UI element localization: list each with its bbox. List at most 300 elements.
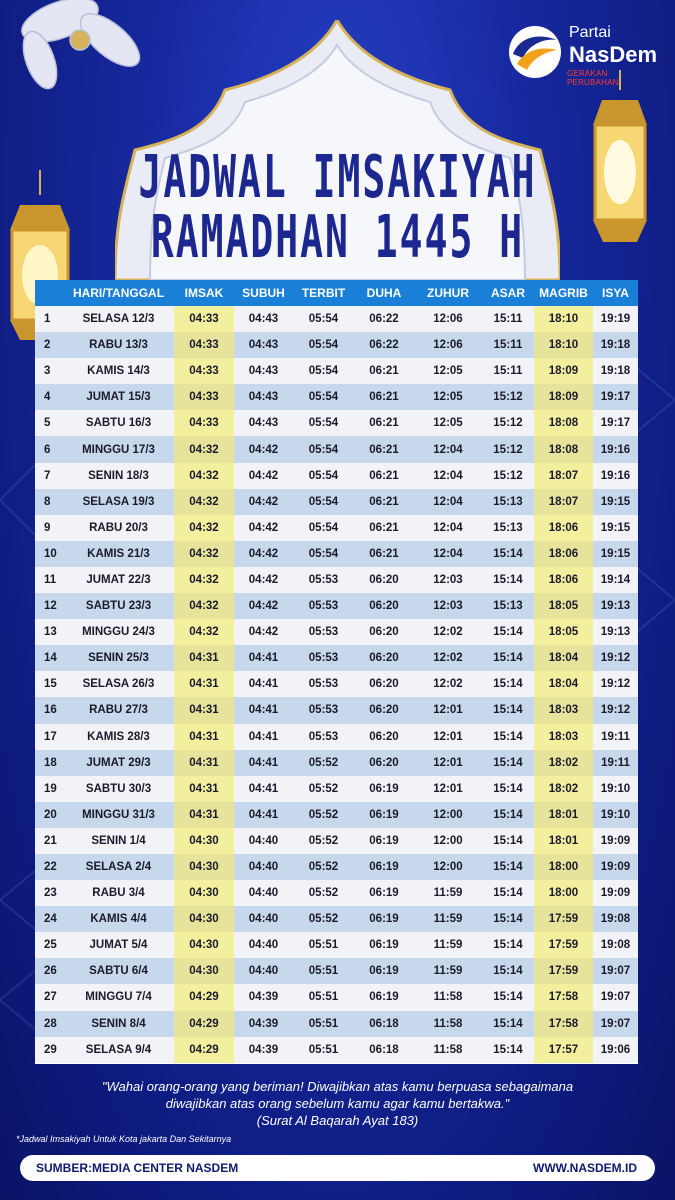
cell-subuh: 04:41 — [248, 782, 279, 795]
cell-asar: 15:14 — [493, 782, 523, 795]
table-row — [35, 593, 638, 619]
cell-imsak: 04:32 — [174, 619, 234, 645]
cell-isya: 19:12 — [600, 704, 631, 717]
table-row — [35, 984, 638, 1010]
cell-magrib: 18:02 — [534, 776, 593, 802]
cell-date: MINGGU 17/3 — [82, 443, 155, 456]
table-row — [35, 802, 638, 828]
cell-duha: 06:19 — [369, 939, 399, 952]
table-body — [35, 306, 638, 1063]
cell-imsak: 04:33 — [174, 410, 234, 436]
cell-date: MINGGU 7/4 — [85, 991, 152, 1004]
cell-duha: 06:22 — [369, 339, 399, 352]
cell-no: 17 — [44, 730, 57, 743]
cell-magrib: 18:09 — [534, 358, 593, 384]
quote-citation: (Surat Al Baqarah Ayat 183) — [256, 1113, 419, 1128]
cell-duha: 06:20 — [369, 600, 399, 613]
cell-date: SELASA 2/4 — [85, 861, 152, 874]
cell-isya: 19:17 — [600, 391, 631, 404]
table-row — [35, 619, 638, 645]
table-row — [35, 384, 638, 410]
cell-asar: 15:14 — [493, 652, 523, 665]
table-row — [35, 567, 638, 593]
cell-no: 27 — [44, 991, 57, 1004]
cell-imsak: 04:31 — [174, 724, 234, 750]
cell-isya: 19:17 — [600, 417, 631, 430]
cell-terbit: 05:52 — [308, 756, 339, 769]
cell-subuh: 04:41 — [248, 808, 279, 821]
cell-zuhur: 12:04 — [433, 443, 463, 456]
cell-terbit: 05:51 — [308, 939, 339, 952]
cell-subuh: 04:42 — [248, 600, 279, 613]
cell-date: SELASA 19/3 — [82, 495, 155, 508]
cell-zuhur: 12:06 — [433, 339, 463, 352]
table-header-row — [35, 280, 638, 306]
cell-zuhur: 12:06 — [433, 313, 463, 326]
cell-date: RABU 13/3 — [89, 339, 148, 352]
table-row — [35, 515, 638, 541]
cell-isya: 19:09 — [600, 834, 631, 847]
table-row — [35, 906, 638, 932]
cell-subuh: 04:42 — [248, 573, 279, 586]
cell-duha: 06:21 — [369, 417, 399, 430]
cell-date: JUMAT 29/3 — [86, 756, 151, 769]
cell-asar: 15:12 — [493, 417, 523, 430]
cell-zuhur: 12:01 — [433, 730, 463, 743]
cell-imsak: 04:32 — [174, 436, 234, 462]
cell-no: 20 — [44, 808, 57, 821]
table-row — [35, 828, 638, 854]
cell-date: SELASA 12/3 — [82, 313, 155, 326]
cell-subuh: 04:42 — [248, 547, 279, 560]
cell-subuh: 04:40 — [248, 913, 279, 926]
cell-date: SELASA 26/3 — [82, 678, 155, 691]
cell-subuh: 04:39 — [248, 991, 279, 1004]
cell-imsak: 04:33 — [174, 384, 234, 410]
cell-zuhur: 12:02 — [433, 678, 463, 691]
header-terbit: TERBIT — [301, 286, 346, 300]
cell-terbit: 05:54 — [308, 469, 339, 482]
cell-isya: 19:09 — [600, 861, 631, 874]
cell-duha: 06:20 — [369, 704, 399, 717]
cell-subuh: 04:43 — [248, 391, 279, 404]
cell-terbit: 05:52 — [308, 887, 339, 900]
cell-magrib: 17:58 — [534, 1011, 593, 1037]
table-row — [35, 358, 638, 384]
cell-asar: 15:14 — [493, 547, 523, 560]
cell-no: 3 — [44, 365, 51, 378]
cell-isya: 19:10 — [600, 808, 631, 821]
cell-asar: 15:13 — [493, 495, 523, 508]
cell-asar: 15:14 — [493, 991, 523, 1004]
cell-magrib: 17:57 — [534, 1037, 593, 1063]
cell-imsak: 04:32 — [174, 593, 234, 619]
cell-imsak: 04:33 — [174, 358, 234, 384]
cell-date: RABU 3/4 — [92, 887, 145, 900]
table-row — [35, 463, 638, 489]
cell-isya: 19:13 — [600, 626, 631, 639]
cell-isya: 19:11 — [601, 730, 630, 743]
cell-asar: 15:14 — [493, 704, 523, 717]
table-row — [35, 541, 638, 567]
cell-zuhur: 12:00 — [433, 861, 463, 874]
cell-magrib: 18:05 — [534, 619, 593, 645]
table-row — [35, 750, 638, 776]
cell-asar: 15:14 — [493, 626, 523, 639]
cell-isya: 19:13 — [600, 600, 631, 613]
header-magrib: MAGRIB — [539, 286, 588, 300]
cell-subuh: 04:39 — [248, 1043, 279, 1056]
cell-imsak: 04:29 — [174, 1011, 234, 1037]
cell-duha: 06:19 — [369, 782, 399, 795]
table-row — [35, 697, 638, 723]
cell-imsak: 04:32 — [174, 489, 234, 515]
cell-asar: 15:14 — [493, 861, 523, 874]
footer-website-link[interactable]: WWW.NASDEM.ID — [533, 1161, 637, 1175]
cell-magrib: 18:05 — [534, 593, 593, 619]
cell-date: SENIN 1/4 — [91, 834, 146, 847]
cell-subuh: 04:41 — [248, 756, 279, 769]
cell-date: SELASA 9/4 — [85, 1043, 152, 1056]
header-asar: ASAR — [490, 286, 525, 300]
cell-terbit: 05:54 — [308, 495, 339, 508]
table-row — [35, 932, 638, 958]
cell-magrib: 18:06 — [534, 541, 593, 567]
cell-date: KAMIS 21/3 — [87, 547, 150, 560]
table-row — [35, 724, 638, 750]
cell-no: 15 — [44, 678, 57, 691]
cell-terbit: 05:52 — [308, 834, 339, 847]
cell-asar: 15:13 — [493, 600, 523, 613]
cell-date: SABTU 16/3 — [85, 417, 152, 430]
schedule-table — [35, 280, 638, 1064]
cell-imsak: 04:32 — [174, 463, 234, 489]
cell-duha: 06:21 — [369, 521, 399, 534]
cell-imsak: 04:29 — [174, 984, 234, 1010]
cell-zuhur: 12:04 — [433, 521, 463, 534]
cell-duha: 06:20 — [369, 626, 399, 639]
cell-terbit: 05:54 — [308, 339, 339, 352]
footer-bar — [20, 1155, 655, 1181]
cell-zuhur: 12:00 — [433, 834, 463, 847]
cell-magrib: 18:01 — [534, 828, 593, 854]
cell-subuh: 04:43 — [248, 339, 279, 352]
cell-zuhur: 12:04 — [433, 547, 463, 560]
cell-zuhur: 11:59 — [433, 913, 463, 926]
cell-duha: 06:22 — [369, 313, 399, 326]
cell-date: JUMAT 22/3 — [86, 573, 151, 586]
cell-no: 6 — [44, 443, 51, 456]
cell-imsak: 04:33 — [174, 306, 234, 332]
cell-subuh: 04:41 — [248, 704, 279, 717]
cell-imsak: 04:30 — [174, 854, 234, 880]
cell-magrib: 18:04 — [534, 645, 593, 671]
cell-isya: 19:07 — [600, 1017, 631, 1030]
cell-terbit: 05:52 — [308, 913, 339, 926]
cell-magrib: 18:09 — [534, 384, 593, 410]
cell-terbit: 05:51 — [308, 1017, 339, 1030]
cell-subuh: 04:41 — [248, 730, 279, 743]
cell-isya: 19:10 — [600, 782, 631, 795]
cell-asar: 15:11 — [493, 313, 523, 326]
cell-date: KAMIS 14/3 — [87, 365, 150, 378]
cell-isya: 19:15 — [600, 495, 631, 508]
cell-isya: 19:16 — [600, 469, 631, 482]
cell-duha: 06:20 — [369, 730, 399, 743]
cell-subuh: 04:40 — [248, 834, 279, 847]
cell-no: 26 — [44, 965, 57, 978]
cell-zuhur: 12:04 — [433, 469, 463, 482]
cell-magrib: 18:03 — [534, 724, 593, 750]
cell-zuhur: 11:58 — [433, 1043, 463, 1056]
cell-no: 2 — [44, 339, 51, 352]
cell-duha: 06:19 — [369, 991, 399, 1004]
cell-asar: 15:14 — [493, 756, 523, 769]
cell-duha: 06:20 — [369, 678, 399, 691]
cell-date: SABTU 6/4 — [89, 965, 148, 978]
cell-date: SABTU 30/3 — [85, 782, 152, 795]
logo-tagline: GERAKAN PERUBAHAN — [567, 69, 619, 87]
cell-imsak: 04:31 — [174, 697, 234, 723]
cell-zuhur: 11:59 — [433, 887, 463, 900]
cell-magrib: 18:08 — [534, 410, 593, 436]
cell-no: 5 — [44, 417, 51, 430]
cell-terbit: 05:53 — [308, 600, 339, 613]
cell-terbit: 05:53 — [308, 573, 339, 586]
cell-date: SENIN 8/4 — [91, 1017, 146, 1030]
cell-subuh: 04:42 — [248, 521, 279, 534]
cell-imsak: 04:31 — [174, 776, 234, 802]
cell-magrib: 17:59 — [534, 958, 593, 984]
cell-subuh: 04:41 — [248, 652, 279, 665]
cell-no: 16 — [44, 704, 57, 717]
cell-zuhur: 11:59 — [433, 965, 463, 978]
cell-isya: 19:11 — [601, 756, 630, 769]
cell-no: 14 — [44, 652, 57, 665]
cell-no: 7 — [44, 469, 51, 482]
cell-duha: 06:19 — [369, 965, 399, 978]
header-no — [35, 280, 63, 306]
cell-imsak: 04:32 — [174, 541, 234, 567]
table-row — [35, 645, 638, 671]
cell-subuh: 04:40 — [248, 887, 279, 900]
cell-no: 29 — [44, 1043, 57, 1056]
cell-terbit: 05:54 — [308, 547, 339, 560]
cell-duha: 06:20 — [369, 652, 399, 665]
cell-imsak: 04:32 — [174, 515, 234, 541]
cell-duha: 06:21 — [369, 365, 399, 378]
cell-date: KAMIS 28/3 — [87, 730, 150, 743]
cell-subuh: 04:40 — [248, 965, 279, 978]
quote-line2: diwajibkan atas orang sebelum kamu agar kamu bertakwa." — [165, 1096, 510, 1111]
cell-asar: 15:14 — [493, 1017, 523, 1030]
cell-magrib: 17:59 — [534, 932, 593, 958]
cell-isya: 19:06 — [600, 1043, 631, 1056]
footer-source: SUMBER:MEDIA CENTER NASDEM — [36, 1161, 239, 1175]
cell-subuh: 04:40 — [248, 861, 279, 874]
page-title-line2: RAMADHAN 1445 H — [150, 202, 525, 272]
cell-imsak: 04:33 — [174, 332, 234, 358]
cell-magrib: 18:01 — [534, 802, 593, 828]
cell-magrib: 18:08 — [534, 436, 593, 462]
cell-imsak: 04:31 — [174, 645, 234, 671]
header-imsak: IMSAK — [184, 286, 224, 300]
cell-zuhur: 12:01 — [433, 756, 463, 769]
cell-isya: 19:15 — [600, 521, 631, 534]
cell-zuhur: 12:02 — [433, 626, 463, 639]
cell-terbit: 05:54 — [308, 443, 339, 456]
cell-asar: 15:14 — [493, 730, 523, 743]
cell-asar: 15:11 — [493, 365, 523, 378]
header-duha: DUHA — [366, 286, 402, 300]
table-row — [35, 854, 638, 880]
cell-zuhur: 12:02 — [433, 652, 463, 665]
cell-duha: 06:20 — [369, 573, 399, 586]
table-row — [35, 776, 638, 802]
cell-isya: 19:07 — [600, 965, 631, 978]
cell-duha: 06:21 — [369, 495, 399, 508]
table-row — [35, 958, 638, 984]
cell-date: MINGGU 24/3 — [82, 626, 155, 639]
cell-terbit: 05:53 — [308, 678, 339, 691]
footnote: *Jadwal Imsakiyah Untuk Kota jakarta Dan Sekitarnya — [16, 1134, 232, 1144]
table-row — [35, 410, 638, 436]
cell-imsak: 04:31 — [174, 802, 234, 828]
cell-magrib: 18:02 — [534, 750, 593, 776]
cell-terbit: 05:54 — [308, 391, 339, 404]
cell-asar: 15:14 — [493, 834, 523, 847]
logo-text-nasdem: NasDem — [569, 42, 658, 67]
cell-asar: 15:14 — [493, 573, 523, 586]
cell-asar: 15:12 — [493, 391, 523, 404]
cell-no: 10 — [44, 547, 57, 560]
cell-date: MINGGU 31/3 — [82, 808, 155, 821]
cell-terbit: 05:53 — [308, 704, 339, 717]
cell-imsak: 04:30 — [174, 906, 234, 932]
cell-magrib: 18:03 — [534, 697, 593, 723]
cell-duha: 06:18 — [369, 1043, 399, 1056]
cell-subuh: 04:42 — [248, 443, 279, 456]
cell-no: 1 — [44, 313, 51, 326]
cell-duha: 06:20 — [369, 756, 399, 769]
cell-zuhur: 11:58 — [433, 991, 463, 1004]
cell-date: JUMAT 5/4 — [89, 939, 148, 952]
quote-text — [20, 1078, 655, 1129]
cell-asar: 15:12 — [493, 469, 523, 482]
cell-zuhur: 12:00 — [433, 808, 463, 821]
cell-imsak: 04:30 — [174, 958, 234, 984]
cell-imsak: 04:31 — [174, 671, 234, 697]
header-hari-tanggal: HARI/TANGGAL — [72, 286, 165, 300]
cell-magrib: 17:59 — [534, 906, 593, 932]
cell-isya: 19:18 — [600, 339, 631, 352]
cell-no: 25 — [44, 939, 57, 952]
cell-no: 9 — [44, 521, 51, 534]
cell-no: 28 — [44, 1017, 57, 1030]
cell-magrib: 18:10 — [534, 306, 593, 332]
flower-decoration — [0, 0, 180, 110]
cell-isya: 19:14 — [600, 573, 631, 586]
cell-terbit: 05:51 — [308, 1043, 339, 1056]
cell-terbit: 05:54 — [308, 417, 339, 430]
logo-text-partai: Partai — [569, 24, 611, 41]
cell-isya: 19:16 — [600, 443, 631, 456]
cell-no: 12 — [44, 600, 57, 613]
table-row — [35, 436, 638, 462]
cell-magrib: 18:04 — [534, 671, 593, 697]
cell-duha: 06:21 — [369, 469, 399, 482]
cell-no: 22 — [44, 861, 57, 874]
cell-isya: 19:08 — [600, 939, 631, 952]
cell-magrib: 18:06 — [534, 515, 593, 541]
table-row — [35, 306, 638, 332]
cell-magrib: 18:06 — [534, 567, 593, 593]
cell-terbit: 05:54 — [308, 313, 339, 326]
cell-terbit: 05:51 — [308, 965, 339, 978]
cell-duha: 06:19 — [369, 808, 399, 821]
cell-duha: 06:19 — [369, 834, 399, 847]
nasdem-logo — [507, 22, 658, 87]
cell-date: RABU 27/3 — [89, 704, 148, 717]
cell-zuhur: 12:05 — [433, 417, 463, 430]
cell-zuhur: 12:03 — [433, 573, 463, 586]
cell-zuhur: 12:01 — [433, 782, 463, 795]
table-row — [35, 671, 638, 697]
cell-isya: 19:15 — [600, 547, 631, 560]
cell-asar: 15:11 — [493, 339, 523, 352]
cell-duha: 06:18 — [369, 1017, 399, 1030]
cell-imsak: 04:29 — [174, 1037, 234, 1063]
cell-zuhur: 11:58 — [433, 1017, 463, 1030]
cell-zuhur: 12:05 — [433, 365, 463, 378]
cell-magrib: 18:10 — [534, 332, 593, 358]
cell-imsak: 04:30 — [174, 932, 234, 958]
cell-asar: 15:14 — [493, 1043, 523, 1056]
cell-isya: 19:09 — [600, 887, 631, 900]
cell-asar: 15:14 — [493, 678, 523, 691]
cell-zuhur: 12:01 — [433, 704, 463, 717]
table-row — [35, 880, 638, 906]
quote-line1: "Wahai orang-orang yang beriman! Diwajibkan atas kamu berpuasa sebagaimana — [101, 1079, 574, 1094]
cell-zuhur: 12:05 — [433, 391, 463, 404]
header-isya: ISYA — [602, 286, 629, 300]
cell-imsak: 04:32 — [174, 567, 234, 593]
cell-no: 19 — [44, 782, 57, 795]
cell-isya: 19:12 — [600, 678, 631, 691]
table-row — [35, 489, 638, 515]
cell-terbit: 05:52 — [308, 808, 339, 821]
cell-date: RABU 20/3 — [89, 521, 148, 534]
cell-date: JUMAT 15/3 — [86, 391, 151, 404]
cell-asar: 15:14 — [493, 887, 523, 900]
nasdem-logo-icon — [507, 24, 563, 80]
cell-subuh: 04:42 — [248, 495, 279, 508]
cell-subuh: 04:42 — [248, 626, 279, 639]
cell-subuh: 04:43 — [248, 417, 279, 430]
cell-terbit: 05:52 — [308, 782, 339, 795]
cell-duha: 06:19 — [369, 861, 399, 874]
cell-subuh: 04:43 — [248, 365, 279, 378]
cell-no: 23 — [44, 887, 57, 900]
table-row — [35, 332, 638, 358]
cell-no: 13 — [44, 626, 57, 639]
cell-duha: 06:21 — [369, 391, 399, 404]
cell-terbit: 05:52 — [308, 861, 339, 874]
cell-terbit: 05:51 — [308, 991, 339, 1004]
table-row — [35, 1037, 638, 1063]
header-zuhur: ZUHUR — [427, 286, 469, 300]
cell-imsak: 04:30 — [174, 880, 234, 906]
